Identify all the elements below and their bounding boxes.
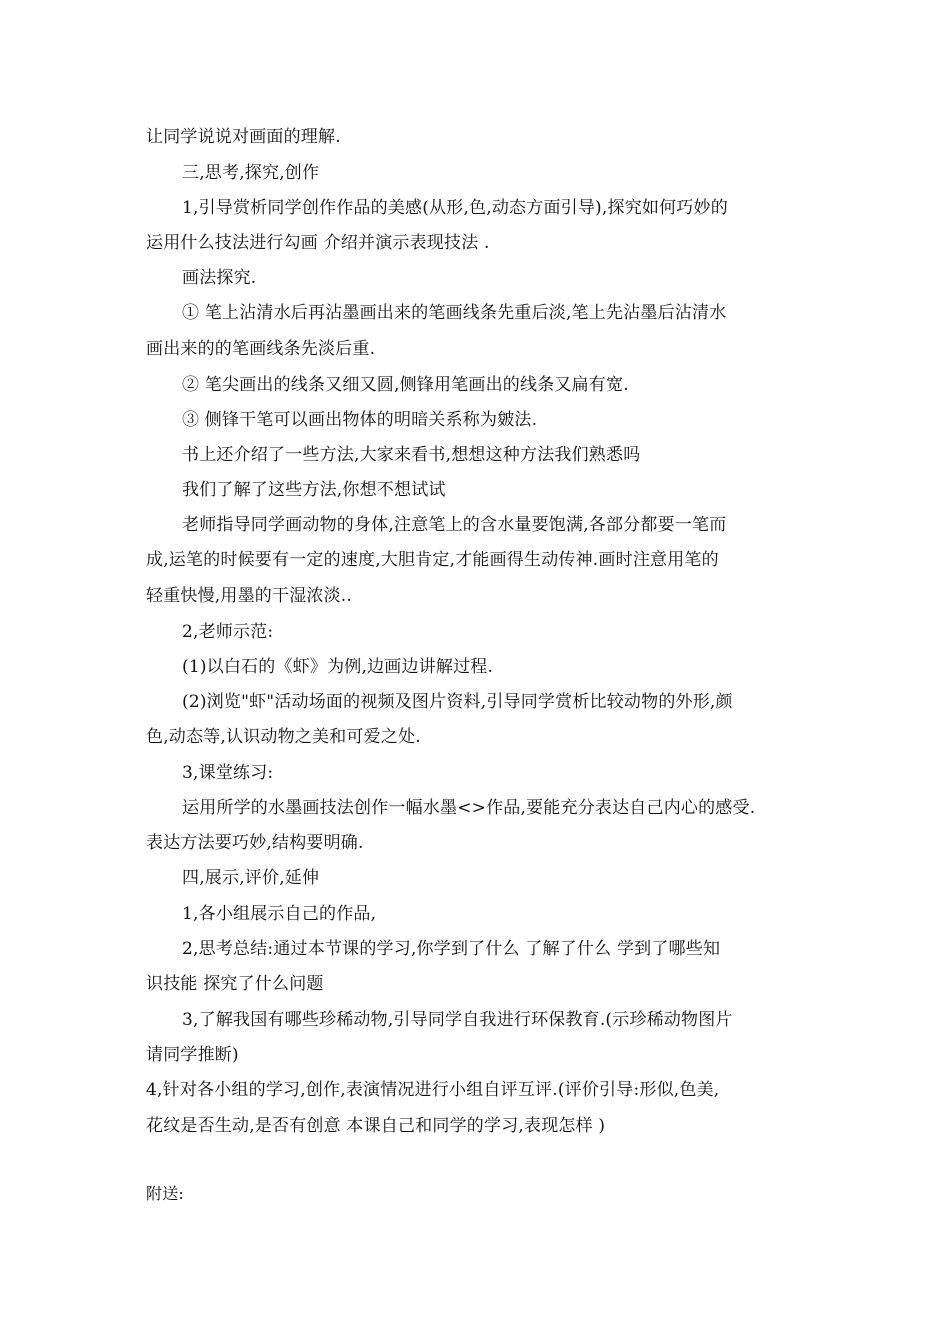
text-line: 请同学推断): [146, 1045, 239, 1065]
text-line: 2,思考总结:通过本节课的学习,你学到了什么 了解了什么 学到了哪些知: [182, 939, 721, 959]
text-line: 我们了解了这些方法,你想不想试试: [182, 480, 446, 500]
text-line: 4,针对各小组的学习,创作,表演情况进行小组自评互评.(评价引导:形似,色美,: [146, 1080, 720, 1100]
list-item: (2)浏览"虾"活动场面的视频及图片资料,引导同学赏析比较动物的外形,颜: [182, 692, 733, 712]
text-line: 书上还介绍了一些方法,大家来看书,想想这种方法我们熟悉吗: [182, 445, 641, 465]
text-line: 老师指导同学画动物的身体,注意笔上的含水量要饱满,各部分都要一笔而: [182, 515, 727, 535]
text-line: 运用什么技法进行勾画 介绍并演示表现技法 .: [146, 233, 490, 253]
text-line: 画法探究.: [182, 268, 257, 288]
list-item: ① 笔上沾清水后再沾墨画出来的笔画线条先重后淡,笔上先沾墨后沾清水: [182, 303, 727, 323]
section-heading: 三,思考,探究,创作: [182, 163, 320, 183]
text-line: 轻重快慢,用墨的干湿浓淡..: [146, 586, 353, 606]
text-line: 成,运笔的时候要有一定的速度,大胆肯定,才能画得生动传神.画时注意用笔的: [146, 550, 719, 570]
text-line: 2,老师示范:: [182, 622, 274, 642]
list-item: ② 笔尖画出的线条又细又圆,侧锋用笔画出的线条又扁有宽.: [182, 375, 629, 395]
text-line: 3,课堂练习:: [182, 763, 274, 783]
text-line: 画出来的的笔画线条先淡后重.: [146, 339, 376, 359]
text-line: 识技能 探究了什么问题: [146, 974, 324, 994]
appendix-label: 附送:: [146, 1184, 184, 1203]
list-item: (1)以白石的《虾》为例,边画边讲解过程.: [182, 657, 494, 677]
text-line: 让同学说说对画面的理解.: [146, 127, 341, 147]
text-line: 花纹是否生动,是否有创意 本课自己和同学的学习,表现怎样 ): [146, 1116, 606, 1136]
list-item: ③ 侧锋干笔可以画出物体的明暗关系称为皴法.: [182, 410, 538, 430]
text-line: 色,动态等,认识动物之美和可爱之处.: [146, 727, 421, 747]
text-line: 1,各小组展示自己的作品,: [182, 904, 377, 924]
text-line: 运用所学的水墨画技法创作一幅水墨<>作品,要能充分表达自己内心的感受.: [182, 798, 756, 818]
section-heading: 四,展示,评价,延伸: [182, 868, 320, 888]
text-line: 3,了解我国有哪些珍稀动物,引导同学自我进行环保教育.(示珍稀动物图片: [182, 1010, 733, 1030]
text-line: 1,引导赏析同学创作作品的美感(从形,色,动态方面引导),探究如何巧妙的: [182, 198, 728, 218]
text-line: 表达方法要巧妙,结构要明确.: [146, 833, 364, 853]
